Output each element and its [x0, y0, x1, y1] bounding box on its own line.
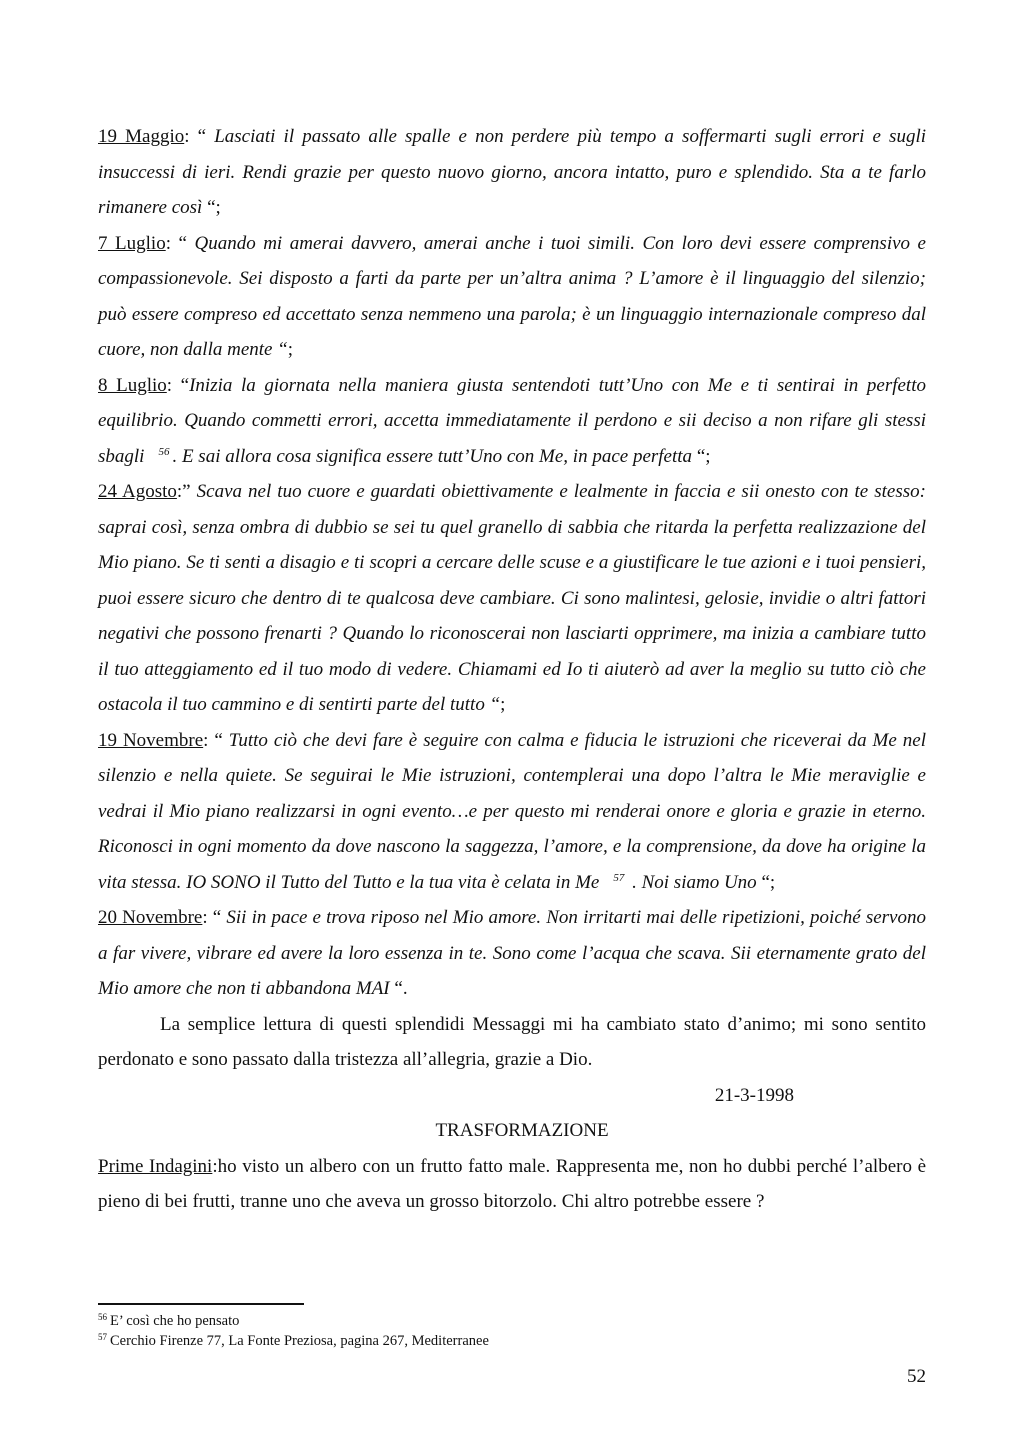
entry-24-agosto	[98, 474, 926, 723]
final-text: :ho visto un albero con un frutto fatto male. Rappresenta me, non ho dubbi perché l’albero è pieno di bei frutti, tranne uno che aveva un grosso bitorzolo. Chi altro potrebbe essere ?	[98, 1155, 927, 1212]
page-number: 52	[907, 1366, 926, 1387]
entry-separator: : “	[165, 232, 195, 254]
footnote-ref-57[interactable]: 57	[613, 871, 625, 884]
footnote-56	[98, 1311, 926, 1331]
footnote-separator	[98, 1303, 304, 1305]
entry-date: 24 Agosto	[98, 481, 177, 502]
entry-separator: : “	[203, 729, 229, 751]
dateline: 21-3-1998	[714, 1084, 794, 1106]
footnotes	[98, 1311, 926, 1351]
entry-message: Sii in pace e trova riposo nel Mio amore. Non irritarti mai delle ripetizioni, poiché servono a far vivere, vibrare ed avere la loro essenza in te. Sono come l’acqua che scava. Sii eternamente grato del Mio amore che non ti abbandona MAI	[98, 907, 926, 999]
footnote-57	[98, 1331, 926, 1351]
entry-separator: : “	[202, 907, 227, 928]
entry-close: “;	[692, 445, 711, 467]
footnote-number: 56	[98, 1312, 107, 1322]
entry-date: 20 Novembre	[98, 907, 203, 928]
entry-close: ;	[287, 339, 294, 360]
footnote-ref-56[interactable]: 56	[158, 445, 170, 458]
entry-message: Tutto ciò che devi fare è seguire con calma e fiducia le istruzioni che riceverai da Me nel silenzio e nella quiete. Se seguirai le Mie istruzioni, contemplerai una dopo l’altra le Mie meraviglie e vedrai il Mio piano realizzarsi in ogni evento…e per questo mi renderai onore e gloria e grazie in eterno. Riconosci in ogni momento da dove nascono la saggezza, l’amore, e la comprensione, da dove ha origine la vita stessa. IO SONO il Tutto del Tutto e la tua vita è celata in Me	[98, 729, 926, 893]
entry-message-continued: . Noi siamo Uno	[627, 871, 757, 893]
entry-close: “.	[389, 978, 408, 999]
entry-message: Lasciati il passato alle spalle e non perdere più tempo a soffermarti sugli errori e sugli insuccessi di ieri. Rendi grazie per questo nuovo giorno, ancora intatto, puro e splendido. Sta a te farlo rimanere così	[98, 126, 927, 218]
entry-separator: :”	[176, 481, 197, 502]
entry-close: ;	[500, 694, 506, 715]
entry-date: 19 Novembre	[98, 729, 204, 751]
footnote-number: 57	[98, 1332, 107, 1342]
entry-8-luglio	[98, 368, 926, 475]
entry-19-maggio	[98, 119, 926, 226]
entry-message-continued: . E sai allora cosa significa essere tutt’Uno con Me, in pace perfetta	[172, 445, 693, 467]
footnote-text: Cerchio Firenze 77, La Fonte Preziosa, pagina 267, Mediterranee	[110, 1333, 489, 1349]
entry-date: 19 Maggio	[98, 126, 185, 147]
entry-message: Inizia la giornata nella maniera giusta sentendoti tutt’Uno con Me e ti sentirai in perfetto equilibrio. Quando commetti errori, accetta immediatamente il perdono e sii deciso a non rifare gli stessi sbagli	[98, 374, 926, 467]
footnote-text: E’ così che ho pensato	[110, 1313, 240, 1329]
entry-date: 7 Luglio	[98, 232, 166, 254]
entry-message: Scava nel tuo cuore e guardati obiettivamente e lealmente in faccia e sii onesto con te stesso: saprai così, senza ombra di dubbio se sei tu quel granello di sabbia che ritarda la perfetta realizzazione del Mio piano. Se ti senti a disagio e ti scopri a cercare delle scuse e a giustificare le tue azioni e i tuoi pensieri, puoi essere sicuro che dentro di te qualcosa deve cambiare. Ci sono malintesi, gelosie, invidie o altri fattori negativi che possono frenarti ? Quando lo riconoscerai non lasciarti opprimere, ma inizia a cambiare tutto il tuo atteggiamento ed il tuo modo di vedere. Chiamami ed Io ti aiuterò ad aver la meglio su tutto ciò che ostacola il tuo cammino e di sentirti parte del tutto “	[98, 481, 926, 715]
section-title: TRASFORMAZIONE	[435, 1120, 609, 1141]
entry-close: “;	[202, 197, 221, 218]
reflection-paragraph: La semplice lettura di questi splendidi Messaggi mi ha cambiato stato d’animo; mi sono sentito perdonato e sono passato dalla tristezza all’allegria, grazie a Dio.	[98, 1013, 926, 1070]
entry-message: Quando mi amerai davvero, amerai anche i tuoi simili. Con loro devi essere comprensivo e compassionevole. Sei disposto a farti da parte per un’altra anima ? L’amore è il linguaggio del silenzio; può essere compreso ed accettato senza nemmeno una parola; è un linguaggio internazionale compreso dal cuore, non dalla mente “	[98, 232, 926, 360]
entry-20-novembre	[98, 900, 926, 1007]
entry-separator: : “	[184, 126, 215, 147]
entry-7-luglio	[98, 226, 926, 368]
entry-date: 8 Luglio	[98, 374, 167, 396]
final-paragraph	[98, 1149, 926, 1220]
entry-19-novembre	[98, 723, 926, 901]
entry-close: “;	[756, 871, 776, 893]
page-body	[98, 119, 926, 1220]
entry-separator: : “	[166, 374, 190, 396]
final-label: Prime Indagini	[98, 1155, 213, 1177]
